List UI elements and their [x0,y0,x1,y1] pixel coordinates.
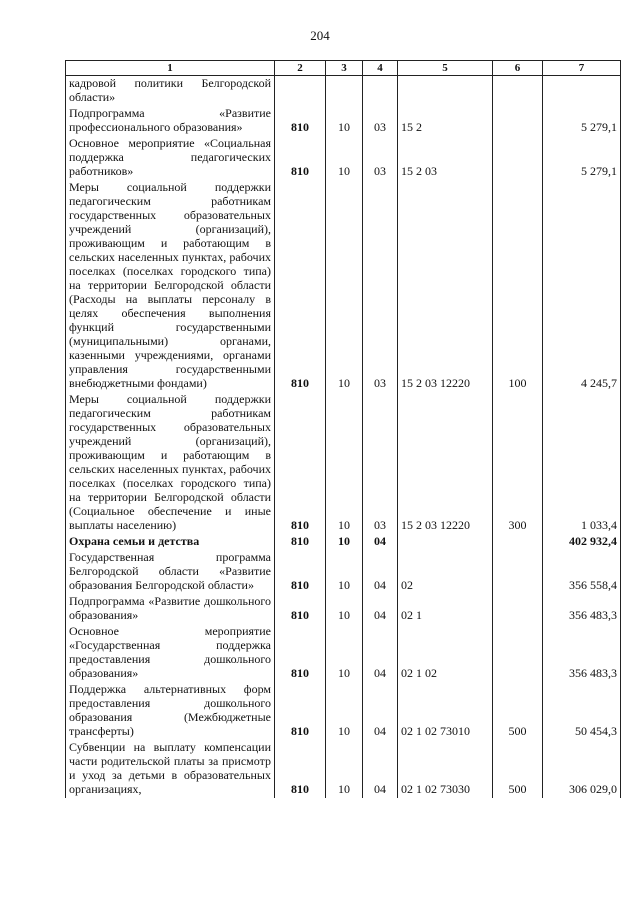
section-cell [326,76,363,107]
grbs-cell: 810 [275,550,326,594]
target-article-cell [398,534,493,550]
expense-type-cell: 500 [493,682,543,740]
row-name-cell: Меры социальной поддержки педагогическим работникам государственных образовательных учреждений (организаций), проживающим и работающим в сельских населенных пунктах, рабочих поселках (поселках городского типа) на территории Белгородской области (Расходы на выплаты персоналу в целях обеспечения выполнения функций государственными (муниципальными) органами, казенными учреждениями, органами управления государственными внебюджетными фондами) [66,180,275,392]
grbs-cell: 810 [275,106,326,136]
target-article-cell: 02 1 02 73010 [398,682,493,740]
subsection-cell: 03 [363,136,398,180]
row-name-cell: Подпрограмма «Развитие дошкольного образования» [66,594,275,624]
table-header-row [66,61,621,76]
table-row [66,550,621,594]
section-cell: 10 [326,594,363,624]
amount-cell: 50 454,3 [543,682,621,740]
target-article-cell: 15 2 03 [398,136,493,180]
table-row [66,534,621,550]
column-header: 1 [66,61,275,76]
section-cell: 10 [326,624,363,682]
expense-type-cell [493,106,543,136]
amount-cell: 5 279,1 [543,106,621,136]
target-article-cell: 15 2 03 12220 [398,180,493,392]
grbs-cell: 810 [275,180,326,392]
section-cell: 10 [326,180,363,392]
table-row [66,136,621,180]
subsection-cell [363,76,398,107]
expense-type-cell [493,136,543,180]
subsection-cell: 03 [363,180,398,392]
expense-type-cell: 300 [493,392,543,534]
target-article-cell: 02 1 02 73030 [398,740,493,798]
column-header: 7 [543,61,621,76]
expense-type-cell: 100 [493,180,543,392]
section-cell: 10 [326,106,363,136]
target-article-cell: 02 [398,550,493,594]
grbs-cell: 810 [275,740,326,798]
expense-type-cell: 500 [493,740,543,798]
section-cell: 10 [326,136,363,180]
table-row [66,682,621,740]
amount-cell: 402 932,4 [543,534,621,550]
table-row [66,594,621,624]
amount-cell [543,76,621,107]
row-name-cell: кадровой политики Белгородской области» [66,76,275,107]
subsection-cell: 03 [363,106,398,136]
subsection-cell: 04 [363,534,398,550]
table-row [66,76,621,107]
expense-type-cell [493,550,543,594]
target-article-cell: 02 1 02 [398,624,493,682]
amount-cell: 356 483,3 [543,624,621,682]
target-article-cell [398,76,493,107]
grbs-cell: 810 [275,624,326,682]
grbs-cell: 810 [275,392,326,534]
amount-cell: 356 558,4 [543,550,621,594]
row-name-cell: Охрана семьи и детства [66,534,275,550]
column-header: 5 [398,61,493,76]
expense-type-cell [493,594,543,624]
table-row [66,740,621,798]
expense-type-cell [493,76,543,107]
table-row [66,180,621,392]
table-body [66,76,621,799]
amount-cell: 306 029,0 [543,740,621,798]
expense-type-cell [493,534,543,550]
grbs-cell: 810 [275,594,326,624]
table-row [66,392,621,534]
section-cell: 10 [326,392,363,534]
amount-cell: 1 033,4 [543,392,621,534]
column-header: 6 [493,61,543,76]
table-row [66,106,621,136]
row-name-cell: Субвенции на выплату компенсации части родительской платы за присмотр и уход за детьми в образовательных организациях, [66,740,275,798]
section-cell: 10 [326,740,363,798]
row-name-cell: Поддержка альтернативных форм предоставления дошкольного образования (Межбюджетные трансферты) [66,682,275,740]
amount-cell: 5 279,1 [543,136,621,180]
section-cell: 10 [326,534,363,550]
row-name-cell: Основное мероприятие «Государственная поддержка предоставления дошкольного образования» [66,624,275,682]
grbs-cell: 810 [275,534,326,550]
subsection-cell: 04 [363,594,398,624]
expense-type-cell [493,624,543,682]
column-header: 2 [275,61,326,76]
grbs-cell [275,76,326,107]
budget-table [65,60,621,798]
target-article-cell: 02 1 [398,594,493,624]
section-cell: 10 [326,550,363,594]
subsection-cell: 04 [363,550,398,594]
row-name-cell: Меры социальной поддержки педагогическим работникам государственных образовательных учреждений (организаций), проживающим и работающим в сельских населенных пунктах, рабочих поселках (поселках городского типа) на территории Белгородской области (Социальное обеспечение и иные выплаты населению) [66,392,275,534]
target-article-cell: 15 2 03 12220 [398,392,493,534]
amount-cell: 4 245,7 [543,180,621,392]
row-name-cell: Основное мероприятие «Социальная поддержка педагогических работников» [66,136,275,180]
amount-cell: 356 483,3 [543,594,621,624]
page-number: 204 [310,28,330,43]
grbs-cell: 810 [275,136,326,180]
row-name-cell: Государственная программа Белгородской области «Развитие образования Белгородской области» [66,550,275,594]
subsection-cell: 04 [363,740,398,798]
column-header: 3 [326,61,363,76]
row-name-cell: Подпрограмма «Развитие профессионального образования» [66,106,275,136]
target-article-cell: 15 2 [398,106,493,136]
table-row [66,624,621,682]
subsection-cell: 04 [363,624,398,682]
column-header: 4 [363,61,398,76]
subsection-cell: 04 [363,682,398,740]
subsection-cell: 03 [363,392,398,534]
section-cell: 10 [326,682,363,740]
grbs-cell: 810 [275,682,326,740]
